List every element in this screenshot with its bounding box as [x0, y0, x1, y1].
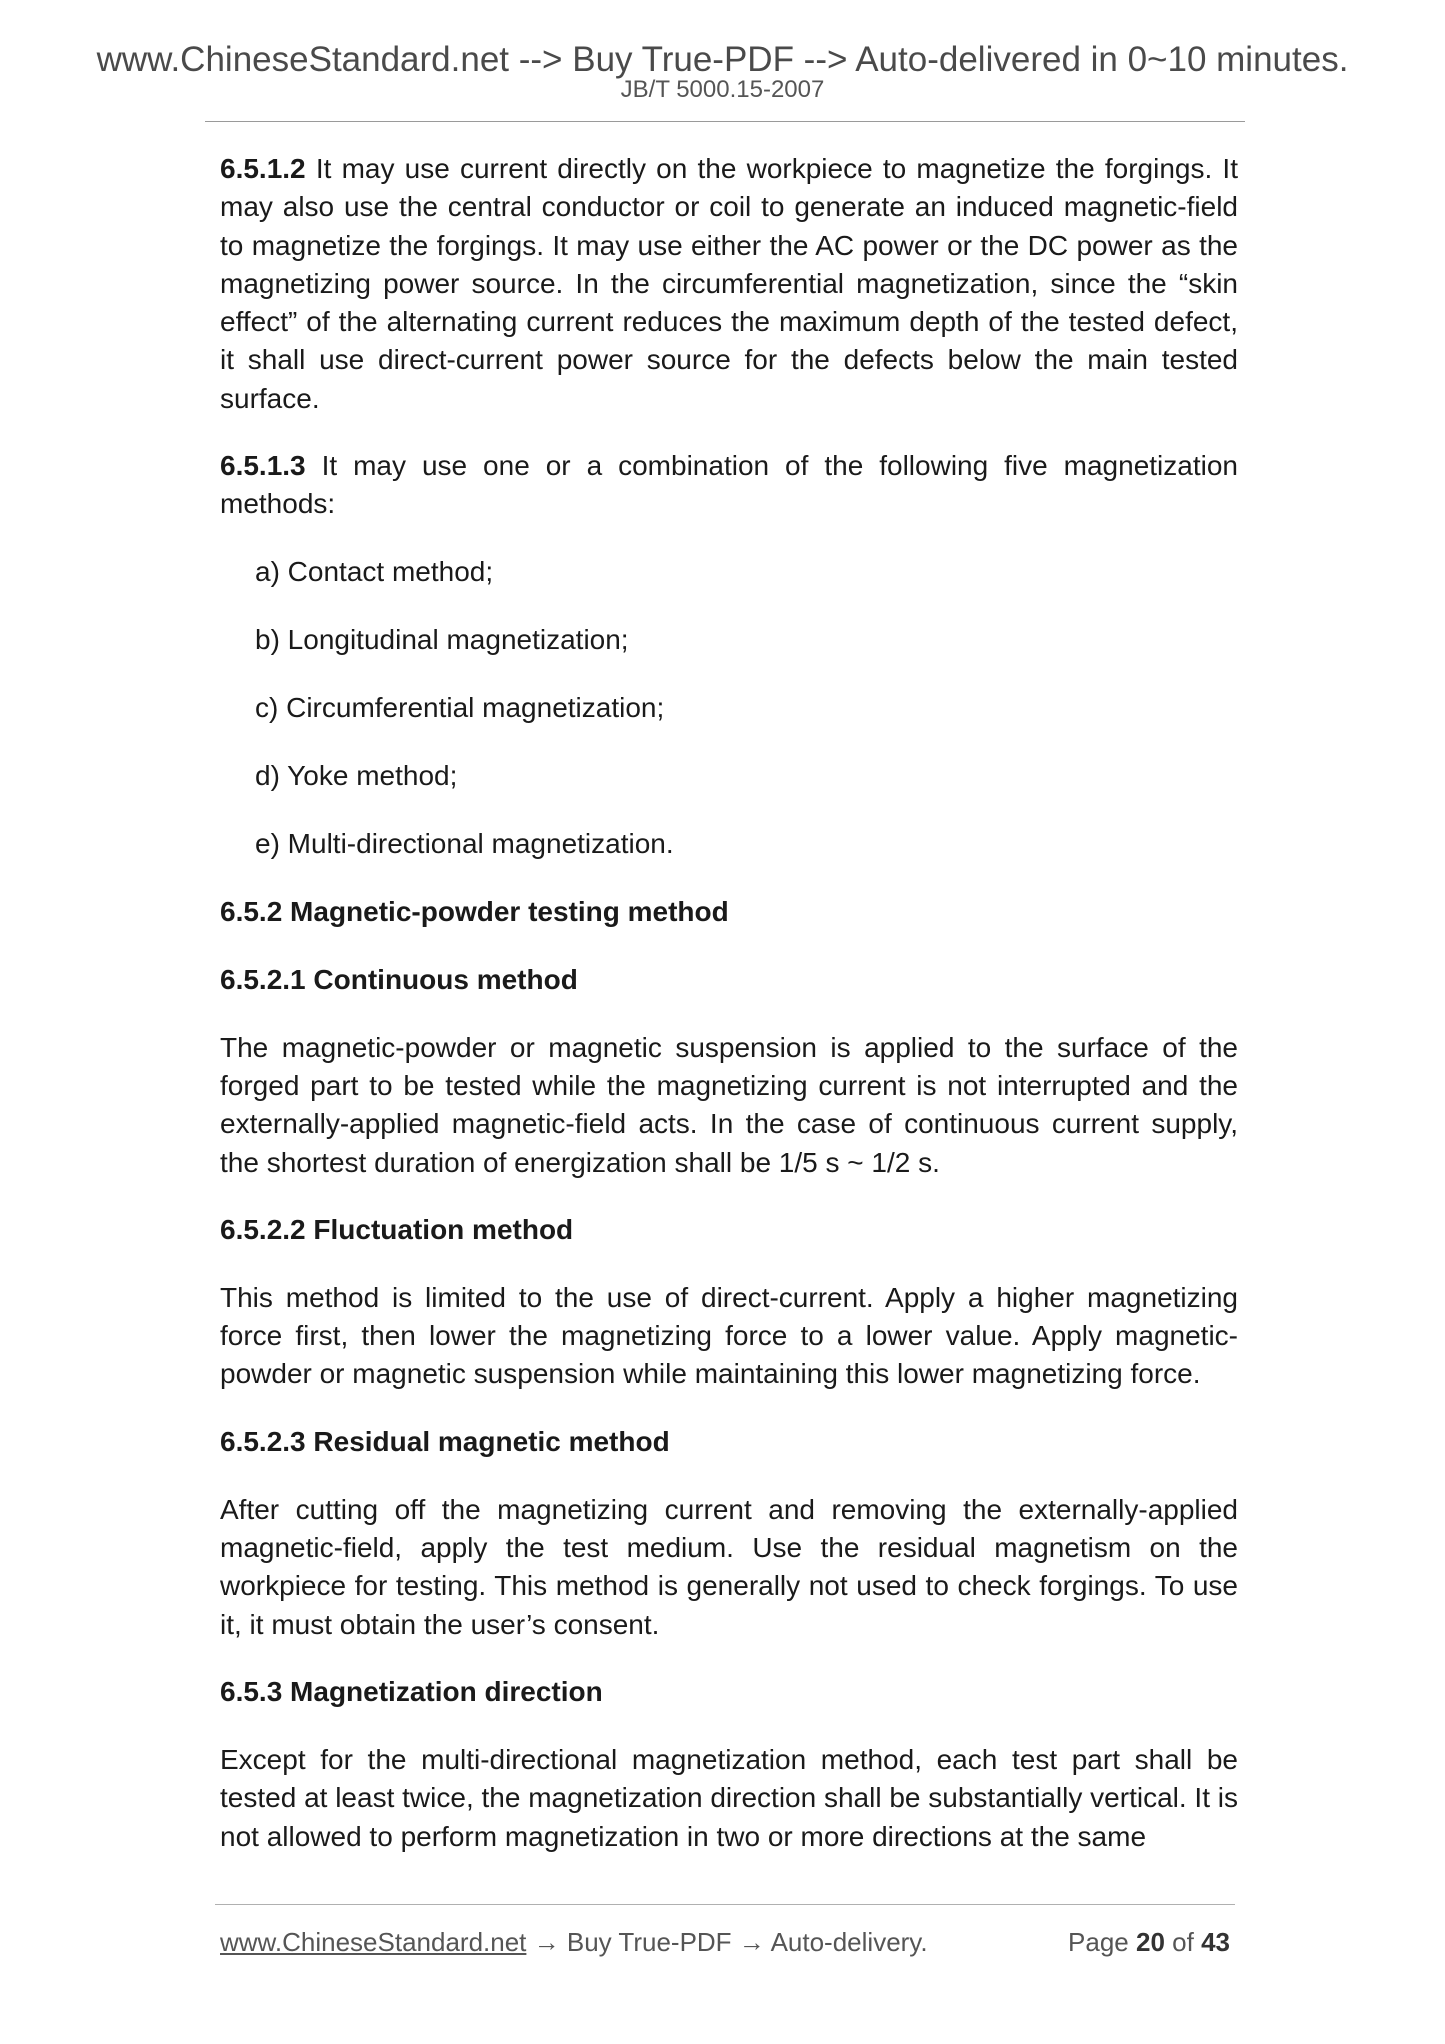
clause-number: 6.5.1.2 — [220, 153, 306, 184]
paragraph-6-5-3: Except for the multi-directional magnetization method, each test part shall be tested at least twice, the magnetization direction shall be substantially vertical. It is not allowed to perform magnetization in two or more directions at the same — [220, 1743, 1238, 1852]
paragraph-6-5-1-3 — [220, 447, 1238, 524]
header-divider — [205, 121, 1245, 122]
heading-6-5-3: 6.5.3 Magnetization direction — [220, 1675, 603, 1707]
page-number: 20 — [1136, 1927, 1165, 1957]
heading-6-5-2-1: 6.5.2.1 Continuous method — [220, 963, 578, 995]
paragraph-6-5-2-2: This method is limited to the use of direct-current. Apply a higher magnetizing force first, then lower the magnetizing force to a lower value. Apply magnetic-powder or magnetic suspension while maintaining this lower magnetizing force. — [220, 1281, 1238, 1390]
clause-text: It may use current directly on the workpiece to magnetize the forgings. It may also use the central conductor or coil to generate an induced magnetic-field to magnetize the forgings. It may use either the AC power or the DC power as the magnetizing power source. In the circumferential magnetization, since the “skin effect” of the alternating current reduces the maximum depth of the tested defect, it shall use direct-current power source for the defects below the main tested surface. — [220, 153, 1238, 414]
list-item: e) Multi-directional magnetization. — [255, 827, 674, 859]
page-footer — [220, 1926, 1230, 1958]
list-item: b) Longitudinal magnetization; — [255, 623, 629, 655]
page-label: Page — [1068, 1927, 1129, 1957]
list-item: a) Contact method; — [255, 555, 494, 587]
of-label: of — [1172, 1927, 1194, 1957]
clause-text: It may use one or a combination of the following five magnetization methods: — [220, 450, 1238, 520]
paragraph-6-5-2-1: The magnetic-powder or magnetic suspension is applied to the surface of the forged part to be tested while the magnetizing current is not interrupted and the externally-applied magnetic-field acts. In the case of continuous current supply, the shortest duration of energization shall be 1/5 s ~ 1/2 s. — [220, 1031, 1238, 1178]
magnetization-methods-list — [220, 553, 1238, 863]
heading-6-5-2: 6.5.2 Magnetic-powder testing method — [220, 895, 729, 927]
footer-site-link[interactable]: www.ChineseStandard.net — [220, 1927, 527, 1957]
paragraph-6-5-2-3: After cutting off the magnetizing current and removing the externally-applied magnetic-field, apply the test medium. Use the residual magnetism on the workpiece for testing. This method is generally not used to check forgings. To use it, it must obtain the user’s consent. — [220, 1493, 1238, 1640]
page-indicator — [1068, 1926, 1230, 1958]
heading-6-5-2-2: 6.5.2.2 Fluctuation method — [220, 1213, 574, 1245]
site-banner: www.ChineseStandard.net --> Buy True-PDF --> Auto-delivered in 0~10 minutes. — [96, 40, 1349, 79]
standard-code: JB/T 5000.15-2007 — [620, 76, 825, 103]
document-body — [220, 150, 1238, 1885]
list-item: d) Yoke method; — [255, 759, 458, 791]
total-pages: 43 — [1201, 1927, 1230, 1957]
paragraph-6-5-1-2 — [220, 150, 1238, 418]
footer-tagline: → Buy True-PDF → Auto-delivery. — [526, 1927, 928, 1957]
heading-6-5-2-3: 6.5.2.3 Residual magnetic method — [220, 1425, 670, 1457]
footer-divider — [215, 1904, 1235, 1905]
clause-number: 6.5.1.3 — [220, 450, 306, 482]
list-item: c) Circumferential magnetization; — [255, 691, 665, 723]
